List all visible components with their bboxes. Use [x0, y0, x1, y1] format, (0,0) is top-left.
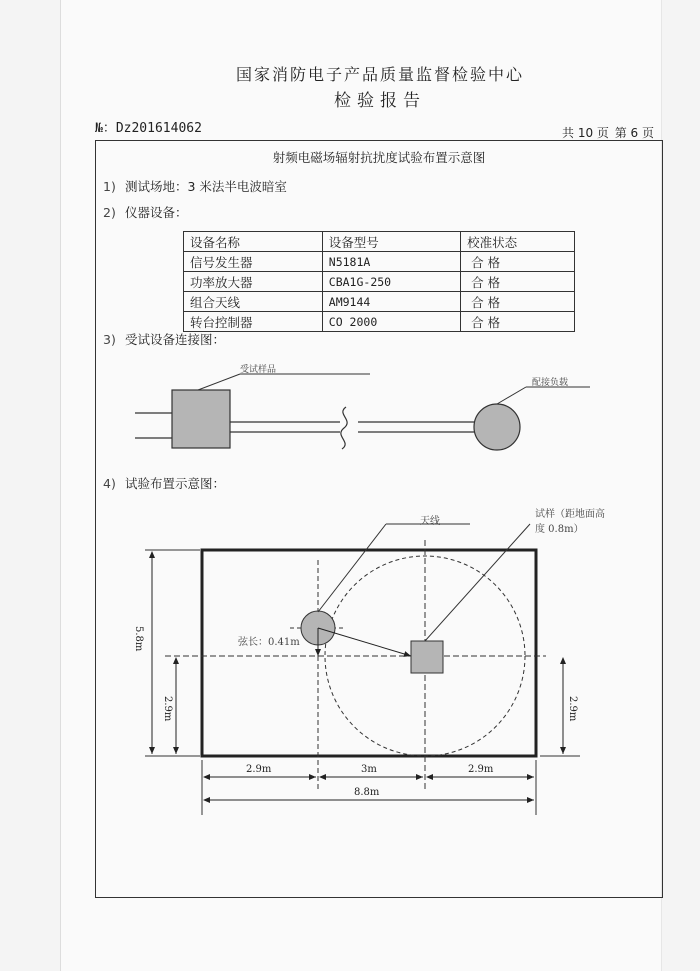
item-label: 试验布置示意图：	[124, 476, 225, 491]
eut-label: 受试样品	[240, 365, 277, 375]
device-name: 信号发生器	[184, 252, 323, 272]
item-number: 1)	[103, 179, 116, 194]
calibration-status: 合 格	[461, 312, 575, 332]
sample-label-line1: 试样（距地面高	[535, 509, 605, 520]
dim-label-width-left: 2.9m	[246, 764, 272, 775]
item-layout	[103, 474, 225, 492]
dim-label-width-total: 8.8m	[354, 787, 380, 798]
chord-length-label: 弦长：0.41m	[238, 637, 300, 648]
column-header: 设备名称	[184, 232, 323, 252]
dim-label-width-right: 2.9m	[468, 764, 494, 775]
item-number: 2)	[103, 205, 116, 220]
calibration-status: 合 格	[461, 252, 575, 272]
document-number: №：Dz201614062	[95, 121, 202, 136]
device-model: CO 2000	[322, 312, 460, 332]
item-label: 仪器设备：	[124, 205, 188, 220]
load-leader-line	[497, 387, 526, 404]
load-label: 配接负载	[532, 378, 569, 388]
item-value: 3 米法半电波暗室	[187, 179, 287, 194]
item-number: 4)	[103, 476, 116, 491]
device-model: N5181A	[322, 252, 460, 272]
antenna-to-sample-line	[318, 628, 411, 656]
dim-label-half-height-right: 2.9m	[567, 696, 578, 722]
item-number: 3)	[103, 332, 116, 347]
dim-label-width-mid: 3m	[361, 764, 377, 775]
sample-leader-line	[425, 524, 530, 641]
sample-label-line2: 度 0.8m）	[535, 524, 584, 535]
antenna-leader-line	[318, 524, 386, 612]
column-header: 设备型号	[322, 232, 460, 252]
eut-box	[172, 390, 230, 448]
break-symbol	[341, 407, 347, 449]
calibration-status: 合 格	[461, 292, 575, 312]
current-page: 第 6 页	[614, 126, 654, 140]
item-label: 受试设备连接图：	[124, 332, 225, 347]
device-name: 组合天线	[184, 292, 323, 312]
device-model: AM9144	[322, 292, 460, 312]
organization-name: 国家消防电子产品质量监督检验中心	[235, 65, 524, 84]
device-name: 转台控制器	[184, 312, 323, 332]
sample-box	[411, 641, 443, 673]
load-circle	[474, 404, 520, 450]
item-label: 测试场地：	[124, 179, 188, 194]
total-pages: 共 10 页	[562, 126, 609, 140]
device-name: 功率放大器	[184, 272, 323, 292]
antenna-label: 天线	[420, 516, 440, 527]
calibration-status: 合 格	[461, 272, 575, 292]
eut-leader-line	[198, 374, 240, 390]
column-header: 校准状态	[461, 232, 575, 252]
section-title: 射频电磁场辐射抗扰度试验布置示意图	[272, 150, 486, 165]
device-model: CBA1G-250	[322, 272, 460, 292]
report-title: 检验报告	[334, 91, 426, 111]
chamber-outline	[202, 550, 536, 756]
connection-diagram	[135, 374, 590, 450]
dim-label-half-height-left: 2.9m	[162, 696, 173, 722]
dim-label-total-height: 5.8m	[133, 626, 144, 652]
